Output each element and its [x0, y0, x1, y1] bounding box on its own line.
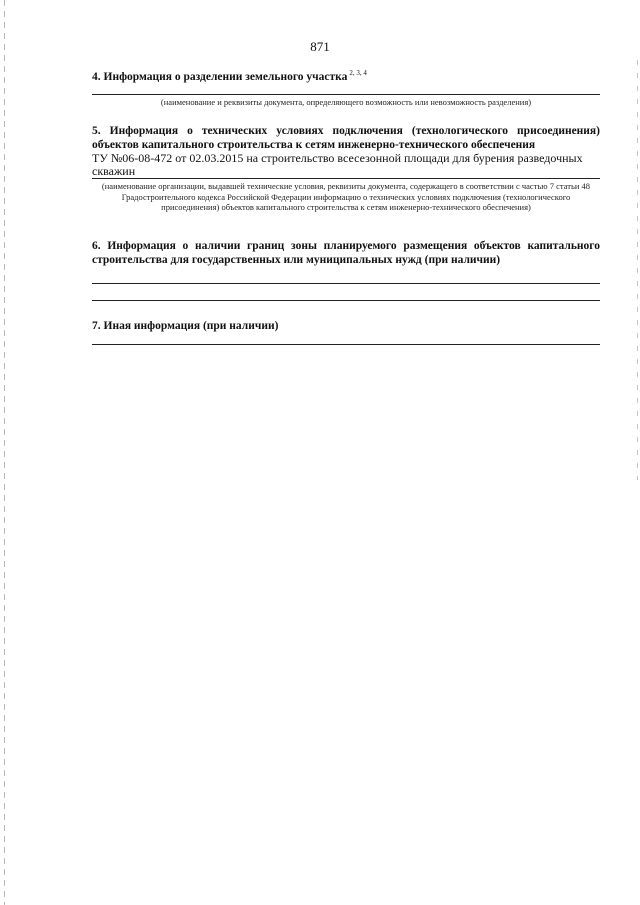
section-5-heading: 5. Информация о технических условиях подключения (технологического присоединения) объектов капитального строительства к сетям инженерно-технического обеспечения: [92, 125, 600, 151]
section-4: [92, 67, 600, 85]
section-6-heading: 6. Информация о наличии границ зоны планируемого размещения объектов капитального строительства для государственных или муниципальных нужд (при наличии): [92, 240, 600, 266]
section-5-value: ТУ №06-08-472 от 02.03.2015 на строительство всесезонной площади для бурения разведочных скважин: [92, 152, 600, 179]
section-4-footnote-refs: 2, 3, 4: [349, 69, 367, 77]
section-4-heading: [92, 67, 600, 85]
scan-edge-right: [637, 60, 638, 480]
section-5-caption: (наименование организации, выдавшей технические условия, реквизиты документа, содержащего в соответствии с частью 7 статьи 48 Градостроительного кодекса Российской Федерации информацию о технических условиях подключения (технологического присоединения) объектов капитального строительства к сетям инженерно-технического обеспечения): [101, 181, 591, 212]
section-6-fill-line-2: [92, 300, 600, 301]
section-4-caption: (наименование и реквизиты документа, определяющего возможность или невозможность разделения): [160, 97, 532, 107]
section-6: [92, 240, 600, 267]
section-7: [92, 320, 600, 334]
section-4-heading-text: 4. Информация о разделении земельного участка: [92, 71, 348, 83]
section-5: [92, 125, 600, 213]
section-4-fill-line: [92, 94, 600, 95]
page-number: 871: [310, 39, 330, 54]
scan-edge-left: [4, 0, 5, 905]
section-7-fill-line: [92, 344, 600, 345]
section-6-fill-line-1: [92, 283, 600, 284]
section-7-heading: 7. Иная информация (при наличии): [92, 320, 279, 332]
